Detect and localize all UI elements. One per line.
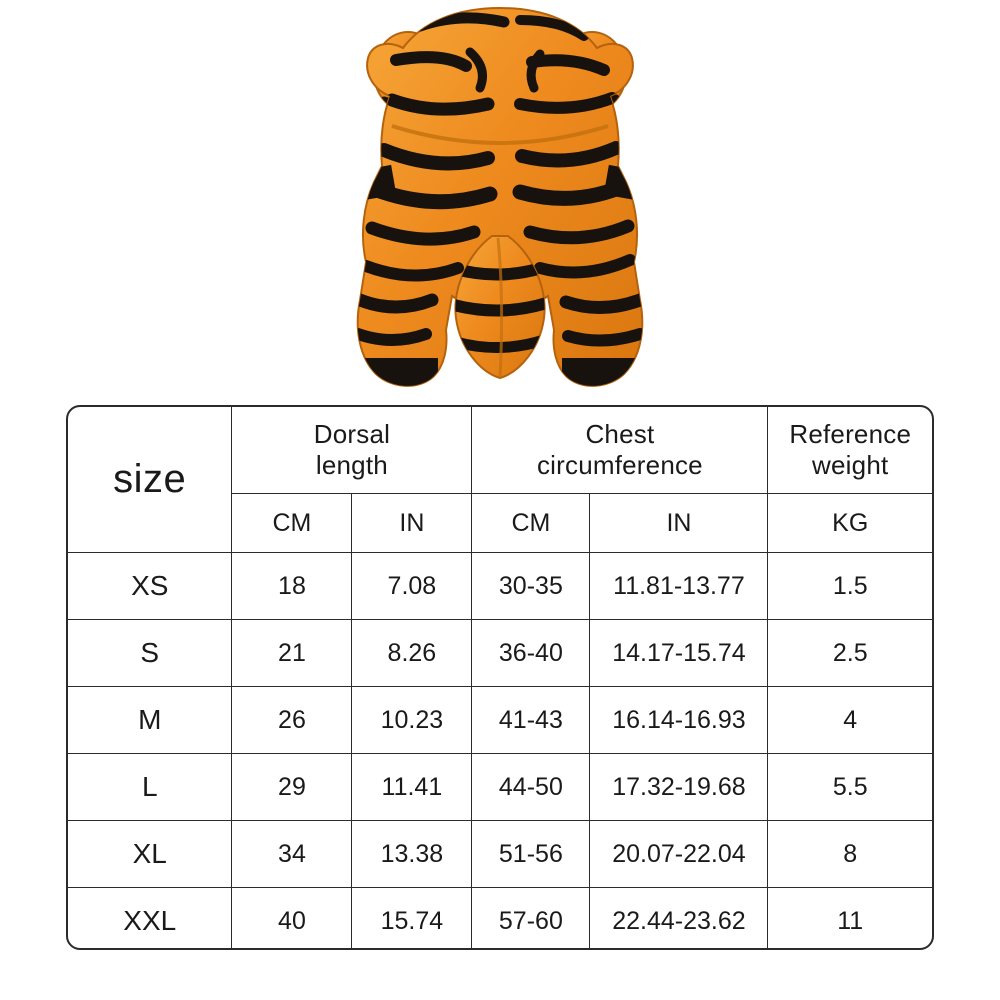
- table-row: [68, 888, 932, 951]
- header-reference-weight: [768, 407, 932, 494]
- table-header-groups: [68, 407, 932, 494]
- cell-chest-cm: 41-43: [472, 687, 590, 754]
- product-image: [0, 0, 1000, 400]
- header-size-label: size: [113, 457, 187, 501]
- row-size-xs: XS: [68, 553, 232, 620]
- cell-dorsal-in: 13.38: [352, 821, 472, 888]
- cell-dorsal-cm: 34: [232, 821, 352, 888]
- cell-weight-kg: 8: [768, 821, 932, 888]
- row-size-m: M: [68, 687, 232, 754]
- header-chest-line2: circumference: [536, 450, 703, 480]
- cell-dorsal-cm: 29: [232, 754, 352, 821]
- cell-dorsal-in: 10.23: [352, 687, 472, 754]
- unit-dorsal-cm: CM: [232, 494, 352, 553]
- cell-weight-kg: 4: [768, 687, 932, 754]
- cell-chest-in: 16.14-16.93: [590, 687, 768, 754]
- cell-chest-in: 11.81-13.77: [590, 553, 768, 620]
- table-row: [68, 553, 932, 620]
- header-dorsal-line2: length: [315, 450, 388, 480]
- header-dorsal-length: [232, 407, 472, 494]
- cell-dorsal-in: 8.26: [352, 620, 472, 687]
- cell-weight-kg: 5.5: [768, 754, 932, 821]
- unit-dorsal-in: IN: [352, 494, 472, 553]
- cell-chest-cm: 57-60: [472, 888, 590, 951]
- unit-chest-in: IN: [590, 494, 768, 553]
- cell-chest-cm: 51-56: [472, 821, 590, 888]
- header-chest-circumference: [472, 407, 768, 494]
- cell-weight-kg: 2.5: [768, 620, 932, 687]
- cell-chest-in: 17.32-19.68: [590, 754, 768, 821]
- cell-dorsal-cm: 40: [232, 888, 352, 951]
- table-row: [68, 620, 932, 687]
- cell-chest-cm: 44-50: [472, 754, 590, 821]
- cell-chest-in: 22.44-23.62: [590, 888, 768, 951]
- cell-chest-cm: 30-35: [472, 553, 590, 620]
- header-weight-line1: Reference: [789, 419, 912, 450]
- cell-weight-kg: 11: [768, 888, 932, 951]
- row-size-xxl: XXL: [68, 888, 232, 951]
- cell-dorsal-cm: 26: [232, 687, 352, 754]
- table-row: [68, 821, 932, 888]
- cell-weight-kg: 1.5: [768, 553, 932, 620]
- cell-chest-in: 14.17-15.74: [590, 620, 768, 687]
- row-size-s: S: [68, 620, 232, 687]
- cell-dorsal-in: 7.08: [352, 553, 472, 620]
- header-dorsal-line1: Dorsal: [313, 419, 391, 450]
- cell-chest-cm: 36-40: [472, 620, 590, 687]
- size-table: [68, 407, 932, 950]
- cell-dorsal-cm: 18: [232, 553, 352, 620]
- row-size-xl: XL: [68, 821, 232, 888]
- unit-chest-cm: CM: [472, 494, 590, 553]
- unit-weight-kg: KG: [768, 494, 932, 553]
- cell-chest-in: 20.07-22.04: [590, 821, 768, 888]
- cell-dorsal-cm: 21: [232, 620, 352, 687]
- cell-dorsal-in: 11.41: [352, 754, 472, 821]
- header-size: [68, 407, 232, 553]
- header-weight-line2: weight: [812, 450, 889, 480]
- row-size-l: L: [68, 754, 232, 821]
- table-row: [68, 687, 932, 754]
- cell-dorsal-in: 15.74: [352, 888, 472, 951]
- table-row: [68, 754, 932, 821]
- header-chest-line1: Chest: [585, 419, 655, 450]
- size-chart-table: [66, 405, 934, 950]
